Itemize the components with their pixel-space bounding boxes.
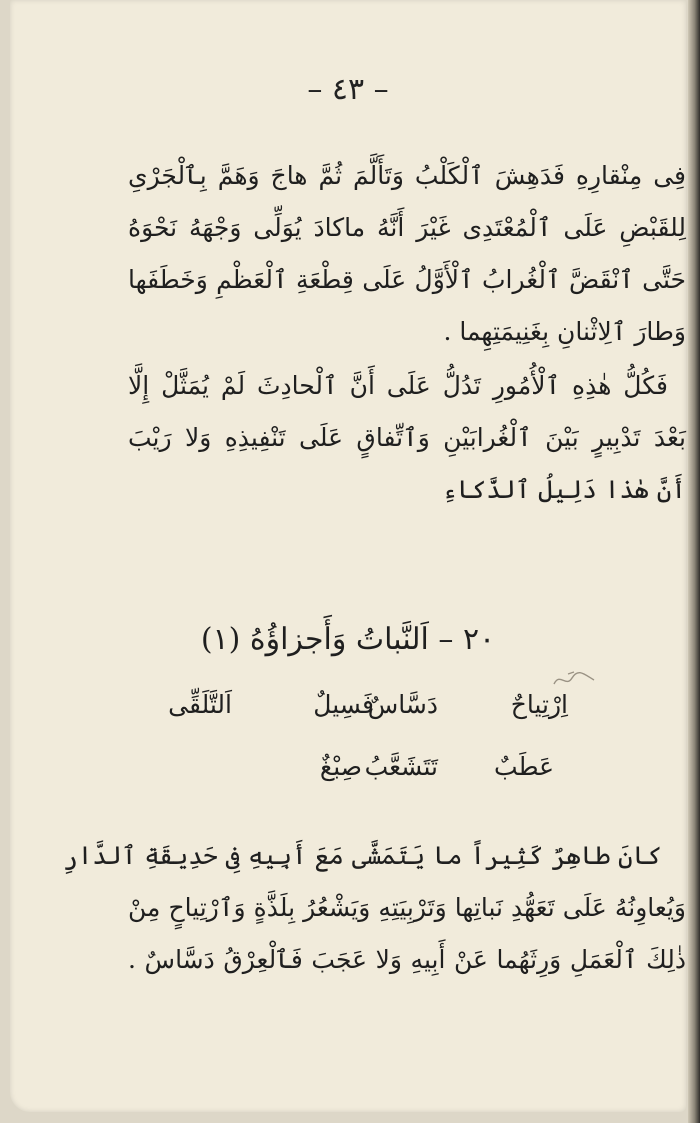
text-line: بَعْدَ تَدْبِيرٍ بَيْنَ ٱلْغُرابَيْنِ وَٱتِّفاقٍ عَلَى تَنْفِيذِهِ وَلا رَيْبَ	[128, 423, 686, 452]
text-line: وَطارَ ٱلِاثْنانِ بِغَنِيمَتِهِما .	[443, 317, 686, 346]
paragraph-2	[128, 360, 686, 516]
page-number: – ٤٣ –	[307, 72, 389, 107]
vocab-word: فَسِيلٌ	[313, 690, 374, 719]
pencil-mark-icon	[550, 668, 598, 690]
text-line: لِلقَبْضِ عَلَى ٱلْمُعْتَدِى غَيْرَ أَنَّهُ ماكادَ يُوَلِّى وَجْهَهُ نَحْوَهُ	[128, 213, 686, 242]
paragraph-3	[63, 830, 686, 986]
lesson-heading: ٢٠ – اَلنَّباتُ وَأَجزاؤُهُ (١)	[200, 622, 496, 657]
text-line: فَكُلُّ هٰذِهِ ٱلْأُمُورِ تَدُلُّ عَلَى أَنَّ ٱلْحادِثَ لَمْ يُمَثَّلْ إِلَّا	[128, 371, 668, 400]
vocab-word: دَسَّاسٌ	[367, 690, 438, 719]
text-line: وَيُعاوِنُهُ عَلَى تَعَهُّدِ نَباتِها وَتَرْبِيَتِهِ وَيَشْعُرُ بِلَذَّةٍ وَٱرْتِياحٍ مِنْ	[128, 893, 686, 922]
vocab-word: صِبْغٌ	[319, 752, 362, 781]
text-line: كانَ طاهِرٌ كَثِيراً ما يَتَمَشَّى مَعَ أَبِيهِ فِى حَدِيقَةِ ٱلدَّارِ	[63, 841, 662, 870]
text-line: ذٰلِكَ ٱلْعَمَلِ وَرِثَهُما عَنْ أَبِيهِ وَلا عَجَبَ فَٱلْعِرْقُ دَسَّاسٌ .	[128, 945, 686, 974]
vocab-word: عَطَبٌ	[494, 752, 554, 781]
paragraph-1	[128, 150, 686, 358]
book-spine	[688, 0, 700, 1123]
text-line: أَنَّ هٰذا دَلِيلُ ٱلذَّكاءِ	[442, 475, 686, 504]
vocab-word: اِرْتِياحٌ	[510, 690, 568, 719]
book-page	[10, 0, 686, 1112]
vocab-word: اَلتَّلَقِّى	[168, 690, 232, 719]
text-line: فِى مِنْقارِهِ فَدَهِشَ ٱلْكَلْبُ وَتَأَلَّمَ ثُمَّ هاجَ وَهَمَّ بِٱلْجَرْىِ	[128, 161, 686, 190]
text-line: حَتَّى ٱنْقَضَّ ٱلْغُرابُ ٱلْأَوَّلُ عَلَى قِطْعَةِ ٱلْعَظْمِ وَخَطَفَها	[128, 265, 686, 294]
vocab-word: تَتَشَعَّبُ	[364, 752, 438, 781]
